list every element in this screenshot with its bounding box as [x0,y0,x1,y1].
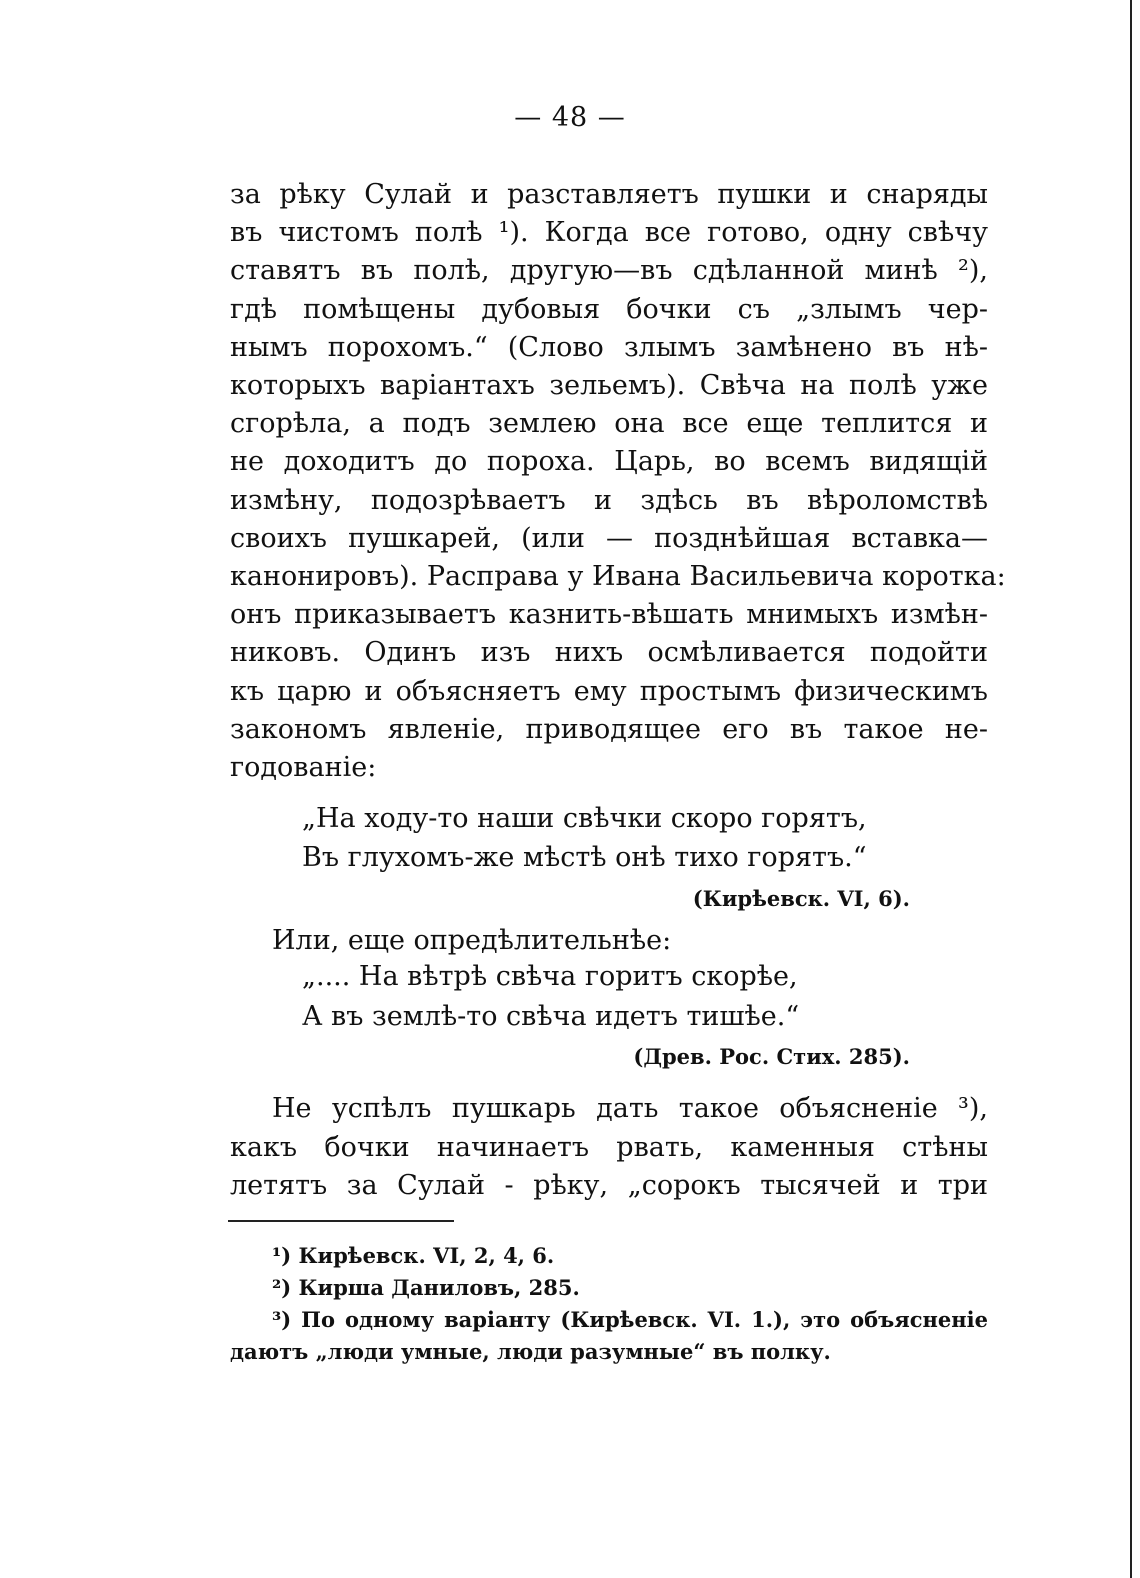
text-line: къ царю и объясняетъ ему простымъ физическимъ [230,675,988,707]
text-line: какъ бочки начинаетъ рвать, каменныя стѣны [230,1131,988,1163]
text-line: нымъ порохомъ.“ (Слово злымъ замѣнено въ нѣ- [230,331,988,363]
verse-1-line-2: Въ глухомъ-же мѣстѣ онѣ тихо горятъ.“ [302,842,867,873]
text-line: въ чистомъ полѣ ¹). Когда все готово, одну свѣчу [230,217,988,249]
text-line: за рѣку Сулай и разставляетъ пушки и снаряды [230,179,988,210]
text-line: не доходитъ до пороха. Царь, во всемъ видящій [230,446,988,478]
text-line: гдѣ помѣщены дубовыя бочки съ „злымъ чер- [230,293,988,325]
text-line: никовъ. Одинъ изъ нихъ осмѣливается подойти [230,637,988,669]
text-line: сгорѣла, а подъ землею она все еще теплится и [230,408,988,440]
text-line: онъ приказываетъ казнить-вѣшать мнимыхъ измѣн- [230,599,988,631]
text-line: которыхъ варіантахъ зельемъ). Свѣча на полѣ уже [230,370,988,402]
text-line: годованіе: [230,752,377,784]
verse-1-line-1: „На ходу-то наши свѣчки скоро горятъ, [302,803,867,834]
verse-2-source: (Древ. Рос. Стих. 285). [633,1044,910,1069]
footnote-2: ²) Кирша Даниловъ, 285. [272,1275,580,1300]
footnotes [230,1240,988,1368]
text-line: закономъ явленіе, приводящее его въ такое не- [230,713,988,745]
verse-1-source: (Кирѣевск. VI, 6). [692,886,910,911]
page-number: — 48 — [514,102,626,133]
text-line: своихъ пушкарей, (или — позднѣйшая вставка— [230,522,988,554]
footnote-3-continuation: даютъ „люди умные, люди разумные“ въ полку. [230,1339,831,1364]
lead-in-line: Или, еще опредѣлительнѣе: [272,925,672,956]
text-line: ставятъ въ полѣ, другую—въ сдѣланной минѣ ²), [230,255,988,287]
footnote-3: ³) По одному варіанту (Кирѣевск. VI. 1.), это объясненіе [272,1307,988,1332]
text-line: измѣну, подозрѣваетъ и здѣсь въ вѣроломствѣ [230,484,988,516]
footnote-divider [228,1220,454,1222]
text-line: канонировъ). Расправа у Ивана Васильевича коротка: [230,561,1006,593]
verse-2-line-1: „.... На вѣтрѣ свѣча горитъ скорѣе, [302,961,798,992]
paragraph-2 [230,1090,988,1206]
text-line: Не успѣлъ пушкарь дать такое объясненіе ³), [272,1093,988,1124]
text-line: летятъ за Сулай - рѣку, „сорокъ тысячей и три [230,1170,988,1201]
verse-2-line-2: А въ землѣ-то свѣча идетъ тишѣе.“ [302,1001,800,1032]
page-edge-line [1130,0,1132,1578]
footnote-1: ¹) Кирѣевск. VI, 2, 4, 6. [272,1243,555,1268]
paragraph-1 [230,176,1006,787]
